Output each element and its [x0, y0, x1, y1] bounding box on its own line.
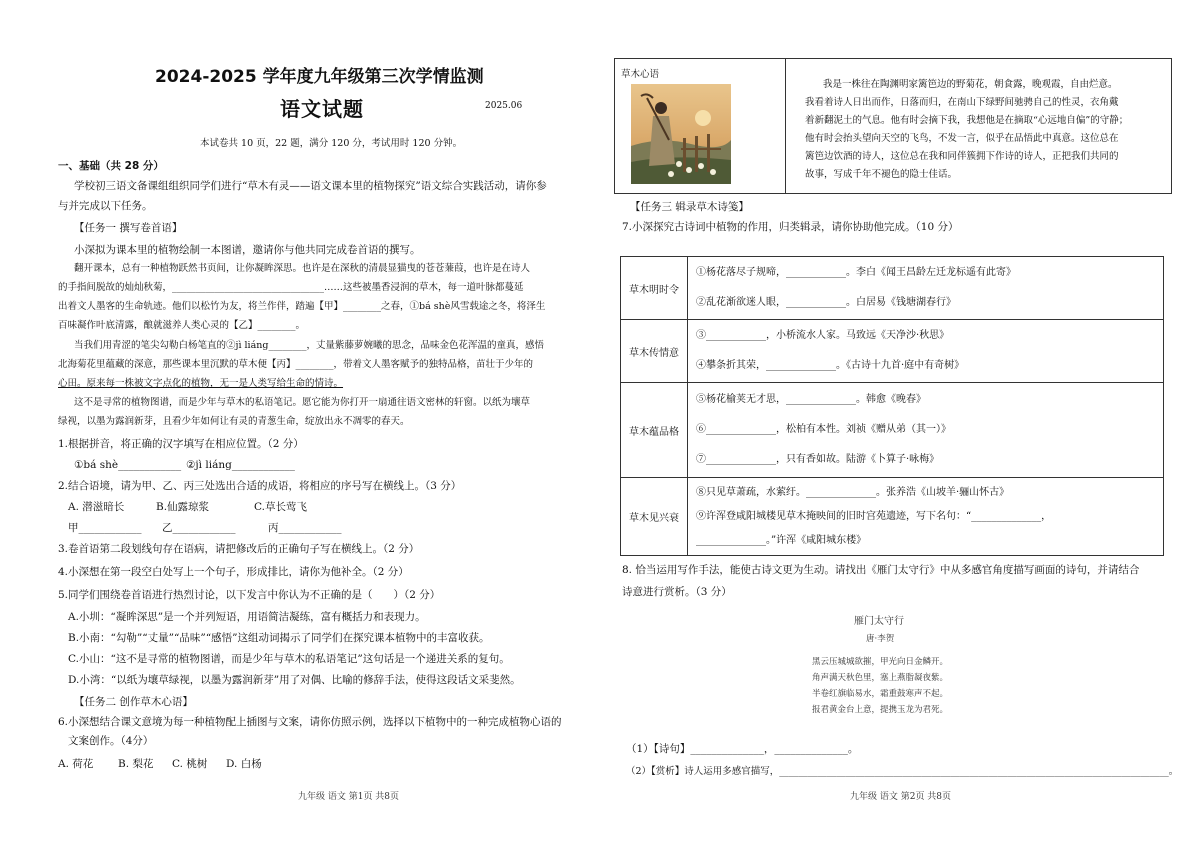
q2-option: B.仙露琼浆: [156, 501, 210, 513]
table-row: [621, 320, 1164, 383]
q1-blank-a[interactable]: ①bá shè____________: [74, 459, 182, 471]
section-heading: 一、基础（共 28 分）: [58, 160, 164, 172]
page-footer: 九年级 语文 第2页 共8页: [850, 792, 952, 802]
poem-title: 雁门太守行: [854, 616, 904, 627]
q6-option: B. 梨花: [118, 758, 154, 770]
page-2: [600, 0, 1200, 848]
table-category: 草木蕴品格: [621, 383, 688, 478]
heart-words-line: 篱笆边饮酒的诗人，这位总在我和同伴簇拥下作诗的诗人，正把我们共同的: [805, 151, 1119, 162]
heart-words-box: [614, 58, 1172, 194]
page-footer: 九年级 语文 第1页 共8页: [298, 792, 400, 802]
poetry-table: [620, 256, 1164, 556]
question-1: 1.根据拼音，将正确的汉字填写在相应位置。（2 分）: [58, 438, 304, 450]
table-row: [621, 257, 1164, 320]
heart-words-line: 他有时会抬头望向天空的飞鸟，不发一言，似乎在品悟此中真意。这位总在: [805, 133, 1119, 144]
question-4: 4.小深想在第一段空白处写上一个句子，形成排比，请你为他补全。（2 分）: [58, 566, 409, 578]
q2-option: A. 潜滋暗长: [68, 501, 125, 513]
answer-2-line[interactable]: （2）【赏析】诗人运用多感官描写，__________________________________________________________________________________。: [626, 766, 1179, 777]
table-category: 草木见兴衰: [621, 478, 688, 556]
table-category: 草木明时令: [621, 257, 688, 320]
passage-line: 绿视，以墨为露润新芽，且看少年如何让有灵的青葱生命，绽放出永不凋零的春天。: [58, 416, 410, 427]
q2-blank[interactable]: 甲____________: [68, 522, 142, 534]
q2-option: C.草长莺飞: [254, 501, 307, 513]
table-line[interactable]: ⑨许浑登咸阳城楼见草木掩映间的旧时宫苑遗迹，写下名句：“______________，: [696, 510, 1052, 522]
table-row: [621, 383, 1164, 478]
q2-blank[interactable]: 乙____________: [162, 522, 236, 534]
question-6: 6.小深想结合课文意境为每一种植物配上插图与文案，请你仿照示例，选择以下植物中的一种完成植物心语的: [58, 716, 562, 728]
answer-1-line[interactable]: （1）【诗句】______________，______________。: [626, 743, 859, 755]
table-content: [688, 320, 1164, 383]
question-7: 7.小深探究古诗词中植物的作用，归类辑录，请你协助他完成。（10 分）: [622, 221, 959, 233]
task-heading: 【任务二 创作草木心语】: [74, 696, 193, 708]
table-category: 草木传情意: [621, 320, 688, 383]
question-5: 5.同学们围绕卷首语进行热烈讨论，以下发言中你认为不正确的是（ ）（2 分）: [58, 589, 441, 601]
table-line[interactable]: ②乱花渐欲迷人眼，____________。白居易《钱塘湖春行》: [696, 297, 956, 308]
poem-author: 唐·李贺: [866, 634, 895, 644]
task-heading: 【任务一 撰写卷首语】: [74, 222, 183, 234]
table-line[interactable]: ⑦______________，只有香如故。陆游《卜算子·咏梅》: [696, 454, 940, 465]
table-line[interactable]: ______________。”许浑《咸阳城东楼》: [696, 534, 867, 546]
passage-line: 当我们用青涩的笔尖勾勒白杨笔直的②jì liáng________，丈量紫藤萝婉曦的思念，品味金色花浑温的童真，感悟: [74, 340, 544, 351]
table-line[interactable]: ⑥______________，松柏有本性。刘祯《赠从弟（其一）》: [696, 424, 951, 435]
q5-option: B.小南：“勾勒”“丈量”“品味”“感悟”这组动词揭示了同学们在探究课本植物中的丰富收获。: [68, 632, 490, 644]
question-6-cont: 文案创作。（4分）: [68, 735, 154, 747]
intro-line: 与并完成以下任务。: [58, 200, 153, 212]
box-divider: [785, 59, 786, 193]
q5-option: A.小圳：“凝眸深思”是一个并列短语，用语简洁凝练，富有概括力和表现力。: [68, 611, 426, 623]
table-line[interactable]: ③____________，小桥流水人家。马致远《天净沙·秋思》: [696, 330, 950, 341]
table-line[interactable]: ④攀条折其荣，______________。《古诗十九首·庭中有奇树》: [696, 360, 965, 371]
exam-title: 2024-2025 学年度九年级第三次学情监测: [155, 67, 484, 87]
passage-line: 的手指间脱故的灿灿秋菊，________________________________……这些被墨香浸润的草木，每一道叶脉都蔓延: [58, 282, 524, 293]
box-label: 草木心语: [621, 69, 660, 80]
q5-option: C.小山：“这不是寻常的植物图谱，而是少年与草木的私语笔记”这句话是一个递进关系的复句。: [68, 653, 510, 665]
passage-line: 这不是寻常的植物图谱，而是少年与草木的私语笔记。愿它能为你打开一扇通往语文密林的轩窗。以纸为壤草: [74, 397, 531, 408]
question-8-cont: 诗意进行赏析。（3 分）: [622, 586, 732, 598]
table-row: [621, 478, 1164, 556]
poem-line: 角声满天秋色里，塞上燕脂凝夜紫。: [812, 673, 949, 683]
passage-line: 百味凝作叶底清露，酿就滋养人类心灵的【乙】________。: [58, 320, 306, 331]
heart-words-line: 我是一株往在陶渊明家篱笆边的野菊花，朝食露，晚观霞，自由烂意。: [823, 79, 1118, 90]
table-line[interactable]: ⑤杨花榆荚无才思，______________。韩愈《晚春》: [696, 394, 926, 405]
task-description: 小深拟为课本里的植物绘制一本图谱，邀请你与他共同完成卷首语的撰写。: [74, 244, 421, 256]
passage-line: 出着文人墨客的生命轨迹。他们以松竹为友，将兰作伴，踏遍【甲】________之春，①bá shè风雪载途之冬，将泽生: [58, 301, 546, 312]
intro-line: 学校初三语文备课组组织同学们进行“草木有灵——语文课本里的植物探究”语文综合实践活动，请你参: [74, 180, 547, 192]
heart-words-line: 着新翻泥土的气息。他有时会摘下我，我想他是在摘取“心远地自偏”的守静；: [805, 115, 1129, 126]
table-content: [688, 478, 1164, 556]
question-2: 2.结合语境，请为甲、乙、丙三处选出合适的成语，将相应的序号写在横线上。（3 分）: [58, 480, 462, 492]
q6-option: C. 桃树: [172, 758, 208, 770]
passage-line-underlined: 心田。原来每一株被文字点化的植物，无一是人类写给生命的情诗。: [58, 378, 344, 389]
farmer-chrysanthemum-illustration: [631, 84, 731, 184]
passage-line: 北海菊花里蕴藏的深意，那些课本里沉默的草木便【丙】________，带着文人墨客赋予的独特品格，苗壮于少年的: [58, 359, 534, 370]
table-line[interactable]: ①杨花落尽子规啼，____________。李白《闻王昌龄左迁龙标遥有此寄》: [696, 267, 1016, 278]
q6-option: D. 白杨: [226, 758, 262, 770]
q6-option: A. 荷花: [58, 758, 94, 770]
q5-option: D.小湾：“以纸为壤草绿视，以墨为露润新芽”用了对偶、比喻的修辞手法，使得这段话文采斐然。: [68, 674, 521, 686]
exam-subject-title: 语文试题: [280, 97, 364, 121]
poem-line: 报君黄金台上意，提携玉龙为君死。: [812, 705, 949, 715]
table-line[interactable]: ⑧只见草萧疏，水萦纡。______________。张养浩《山坡羊·骊山怀古》: [696, 486, 1010, 498]
q1-blank-b[interactable]: ②jì liáng____________: [186, 459, 295, 471]
heart-words-line: 我看着诗人日出而作，日落而归，在南山下绿野间驰骋自己的性灵，衣角戴: [805, 97, 1119, 108]
heart-words-line: 故事，写成千年不褪色的隐士佳话。: [805, 169, 958, 180]
q2-blank[interactable]: 丙____________: [268, 522, 342, 534]
table-content: [688, 257, 1164, 320]
table-content: [688, 383, 1164, 478]
passage-line: 翻开课本，总有一种植物跃然书页间，让你凝眸深思。也许是在深秋的清晨显猫曳的苍苍蒹葭，也许是在诗人: [74, 263, 531, 274]
task-heading: 【任务三 辑录草木诗笺】: [630, 201, 749, 213]
question-8: 8. 恰当运用写作手法，能使古诗文更为生动。请找出《雁门太守行》中从多感官角度描写画面的诗句，并请结合: [622, 564, 1140, 576]
exam-date: 2025.06: [485, 101, 523, 111]
poem-line: 黑云压城城欲摧，甲光向日金鳞开。: [812, 657, 949, 667]
poem-line: 半卷红旗临易水，霜重鼓寒声不起。: [812, 689, 949, 699]
question-3: 3.卷首语第二段划线句存在语病，请把修改后的正确句子写在横线上。（2 分）: [58, 543, 420, 555]
exam-info: 本试卷共 10 页，22 题，满分 120 分，考试用时 120 分钟。: [200, 138, 463, 149]
